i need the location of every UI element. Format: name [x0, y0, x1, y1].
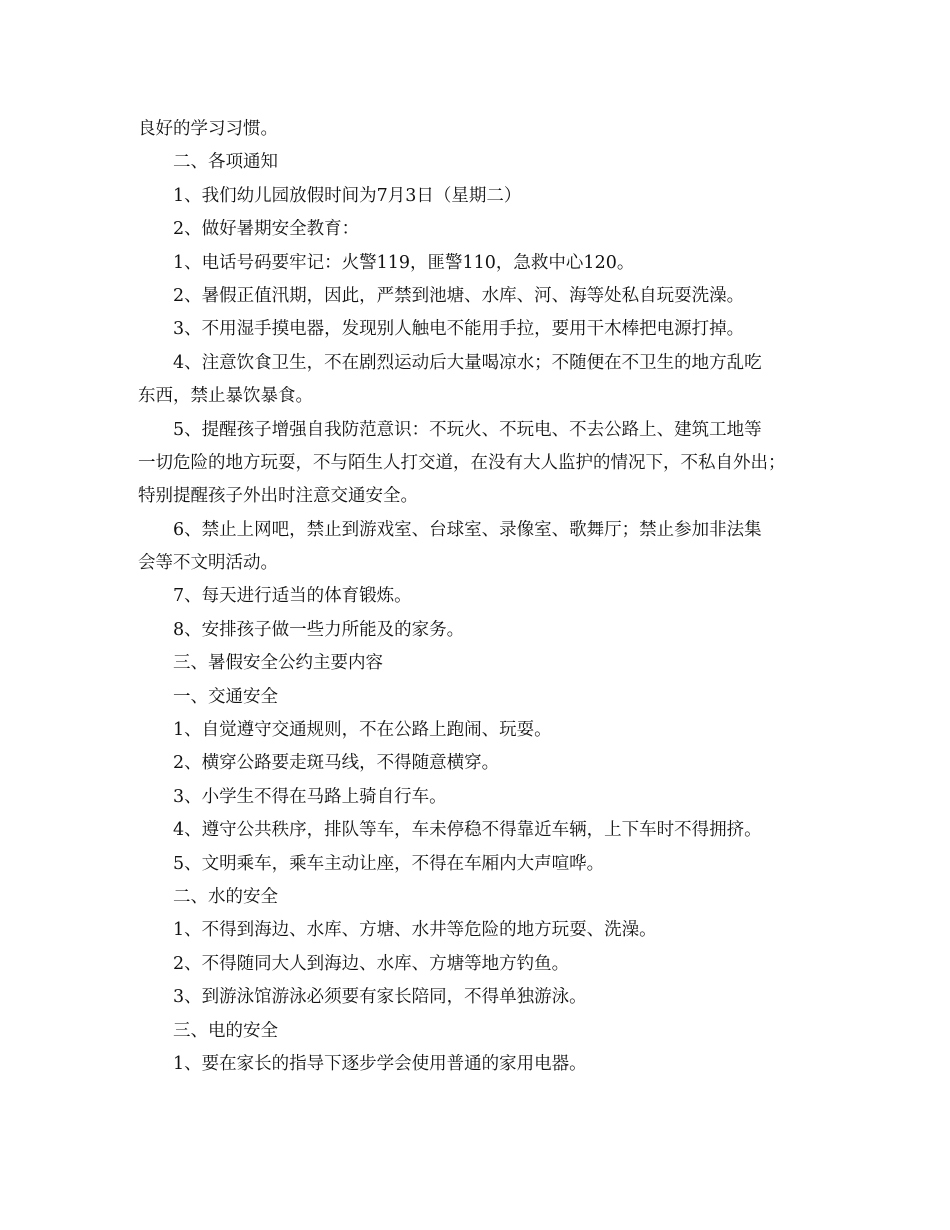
- text-line: 1、要在家长的指导下逐步学会使用普通的家用电器。: [173, 1053, 587, 1074]
- text-line: 2、暑假正值汛期，因此，严禁到池塘、水库、河、海等处私自玩耍洗澡。: [173, 285, 745, 306]
- text-line: 三、暑假安全公约主要内容: [173, 653, 383, 674]
- text-line: 2、做好暑期安全教育：: [173, 219, 360, 240]
- text-line: 4、注意饮食卫生，不在剧烈运动后大量喝凉水；不随便在不卫生的地方乱吃: [173, 352, 762, 373]
- text-line: 一切危险的地方玩耍，不与陌生人打交道，在没有大人监护的情况下，不私自外出；: [138, 452, 786, 473]
- text-line: 3、小学生不得在马路上骑自行车。: [173, 786, 447, 807]
- text-line: 1、自觉遵守交通规则，不在公路上跑闹、玩耍。: [173, 720, 552, 741]
- text-line: 6、禁止上网吧，禁止到游戏室、台球室、录像室、歌舞厅；禁止参加非法集: [173, 519, 762, 540]
- text-line: 会等不文明活动。: [138, 553, 278, 574]
- text-line: 良好的学习习惯。: [138, 119, 278, 139]
- text-line: 1、我们幼儿园放假时间为7月3日（星期二）: [173, 185, 522, 206]
- text-line: 三、电的安全: [173, 1020, 278, 1041]
- text-line: 7、每天进行适当的体育锻炼。: [173, 586, 412, 607]
- text-line: 1、不得到海边、水库、方塘、水井等危险的地方玩耍、洗澡。: [173, 920, 657, 941]
- text-line: 3、到游泳馆游泳必须要有家长陪同，不得单独游泳。: [173, 987, 587, 1008]
- text-line: 二、各项通知: [173, 152, 278, 173]
- text-line: 5、文明乘车，乘车主动让座，不得在车厢内大声喧哗。: [173, 853, 605, 874]
- text-line: 2、不得随同大人到海边、水库、方塘等地方钓鱼。: [173, 953, 570, 974]
- text-line: 8、安排孩子做一些力所能及的家务。: [173, 619, 465, 640]
- text-line: 5、提醒孩子增强自我防范意识：不玩火、不玩电、不去公路上、建筑工地等: [173, 419, 762, 440]
- text-line: 3、不用湿手摸电器，发现别人触电不能用手拉，要用干木棒把电源打掉。: [173, 319, 745, 340]
- text-line: 东西，禁止暴饮暴食。: [138, 386, 313, 407]
- text-line: 1、电话号码要牢记：火警119，匪警110，急救中心120。: [173, 252, 635, 273]
- text-line: 二、水的安全: [173, 886, 278, 907]
- text-line: 2、横穿公路要走斑马线，不得随意横穿。: [173, 753, 500, 774]
- text-line: 一、交通安全: [173, 686, 278, 707]
- text-line: 特别提醒孩子外出时注意交通安全。: [138, 486, 418, 507]
- document-body: [138, 113, 818, 1081]
- text-line: 4、遵守公共秩序，排队等车，车未停稳不得靠近车辆，上下车时不得拥挤。: [173, 820, 762, 841]
